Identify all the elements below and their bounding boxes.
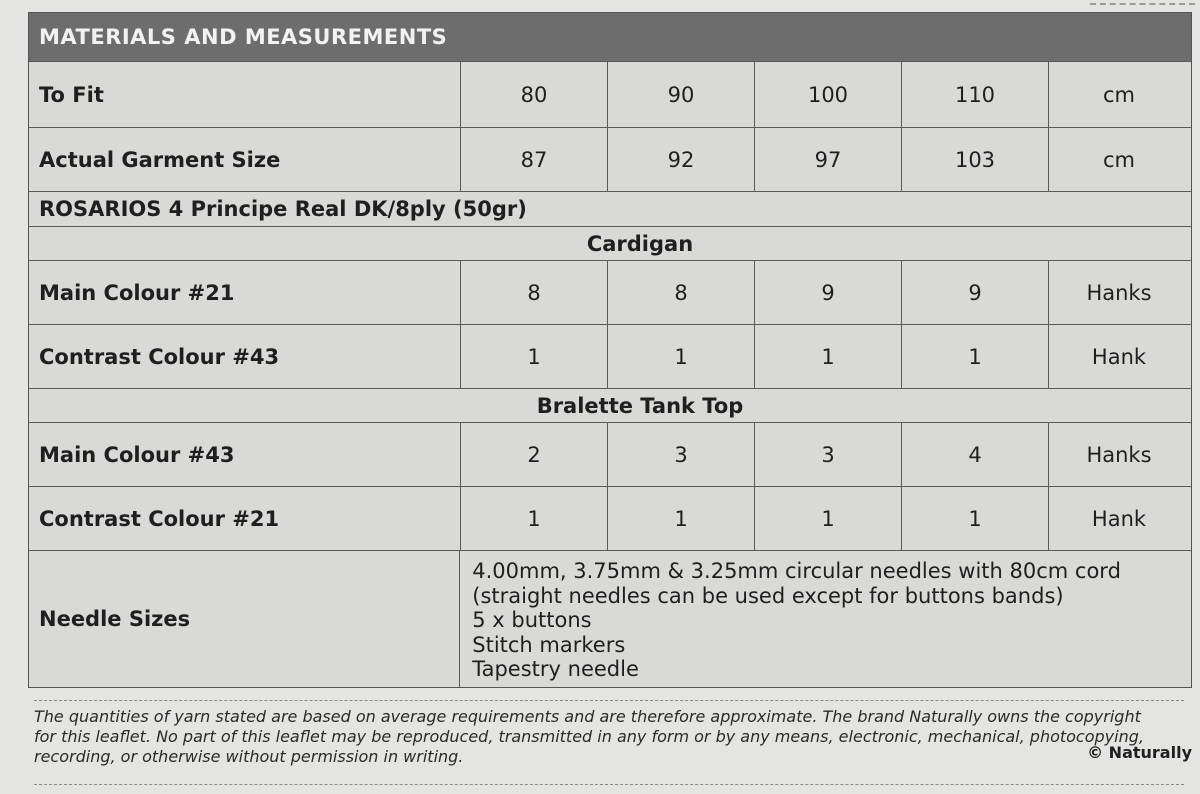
quantity-value: 1 bbox=[754, 325, 901, 388]
cardigan-main-row bbox=[29, 260, 1191, 324]
quantity-value: 4 bbox=[901, 423, 1048, 486]
unit: cm bbox=[1048, 128, 1189, 191]
bralette-main-row bbox=[29, 422, 1191, 486]
row-label: Main Colour #43 bbox=[39, 442, 235, 467]
needles-line: 4.00mm, 3.75mm & 3.25mm circular needles with 80cm cord bbox=[472, 559, 1121, 583]
needles-line: (straight needles can be used except for buttons bands) bbox=[472, 583, 1064, 608]
cardigan-heading-row bbox=[29, 226, 1191, 260]
bralette-contrast-row bbox=[29, 486, 1191, 550]
quantity-value: 9 bbox=[754, 261, 901, 324]
size-value: 92 bbox=[607, 128, 754, 191]
yarn-name: ROSARIOS 4 Principe Real DK/8ply (50gr) bbox=[39, 197, 527, 221]
cardigan-contrast-row bbox=[29, 324, 1191, 388]
materials-table bbox=[28, 12, 1192, 688]
section-heading: Cardigan bbox=[586, 231, 694, 256]
footer-divider-bottom bbox=[34, 784, 1184, 785]
size-value: 87 bbox=[460, 128, 607, 191]
quantity-value: 3 bbox=[607, 423, 754, 486]
size-value: 100 bbox=[754, 62, 901, 127]
quantity-value: 1 bbox=[607, 487, 754, 550]
actual-size-row bbox=[29, 127, 1191, 191]
quantity-value: 8 bbox=[607, 261, 754, 324]
needles-line: 5 x buttons bbox=[472, 608, 592, 632]
bralette-heading-row bbox=[29, 388, 1191, 422]
size-value: 103 bbox=[901, 128, 1048, 191]
quantity-value: 1 bbox=[901, 325, 1048, 388]
disclaimer-line: recording, or otherwise without permission in writing. bbox=[34, 747, 464, 766]
top-dashed-line bbox=[1090, 3, 1195, 5]
row-label: Contrast Colour #21 bbox=[39, 506, 280, 531]
unit: cm bbox=[1048, 62, 1189, 127]
footer-divider-top bbox=[34, 700, 1184, 701]
row-label: To Fit bbox=[39, 82, 104, 107]
quantity-value: 1 bbox=[460, 487, 607, 550]
quantity-value: 8 bbox=[460, 261, 607, 324]
size-value: 97 bbox=[754, 128, 901, 191]
table-title: MATERIALS AND MEASUREMENTS bbox=[29, 13, 1191, 61]
needle-sizes-row bbox=[29, 550, 1191, 687]
yarn-row bbox=[29, 191, 1191, 226]
size-value: 90 bbox=[607, 62, 754, 127]
needles-list bbox=[459, 551, 1191, 687]
to-fit-row bbox=[29, 61, 1191, 127]
footer-disclaimer bbox=[34, 707, 1192, 767]
copyright-notice: © Naturally bbox=[1087, 743, 1192, 762]
quantity-value: 1 bbox=[901, 487, 1048, 550]
quantity-value: 1 bbox=[460, 325, 607, 388]
quantity-value: 1 bbox=[754, 487, 901, 550]
quantity-value: 2 bbox=[460, 423, 607, 486]
disclaimer-line: The quantities of yarn stated are based on average requirements and are therefore approximate. The brand Naturally owns the copyright bbox=[34, 707, 1141, 726]
unit: Hanks bbox=[1048, 423, 1189, 486]
row-label: Main Colour #21 bbox=[39, 280, 235, 305]
quantity-value: 3 bbox=[754, 423, 901, 486]
size-value: 110 bbox=[901, 62, 1048, 127]
size-value: 80 bbox=[460, 62, 607, 127]
quantity-value: 1 bbox=[607, 325, 754, 388]
needles-line: Stitch markers bbox=[472, 632, 626, 657]
row-label: Needle Sizes bbox=[39, 607, 191, 631]
needles-line: Tapestry needle bbox=[472, 657, 639, 681]
unit: Hanks bbox=[1048, 261, 1189, 324]
disclaimer-line: for this leaflet. No part of this leaflet may be reproduced, transmitted in any form or by any means, electronic, mechanical, photocopying, bbox=[34, 727, 1144, 746]
row-label: Actual Garment Size bbox=[39, 147, 281, 172]
quantity-value: 9 bbox=[901, 261, 1048, 324]
unit: Hank bbox=[1048, 325, 1189, 388]
row-label: Contrast Colour #43 bbox=[39, 344, 280, 369]
section-heading: Bralette Tank Top bbox=[536, 393, 744, 418]
unit: Hank bbox=[1048, 487, 1189, 550]
